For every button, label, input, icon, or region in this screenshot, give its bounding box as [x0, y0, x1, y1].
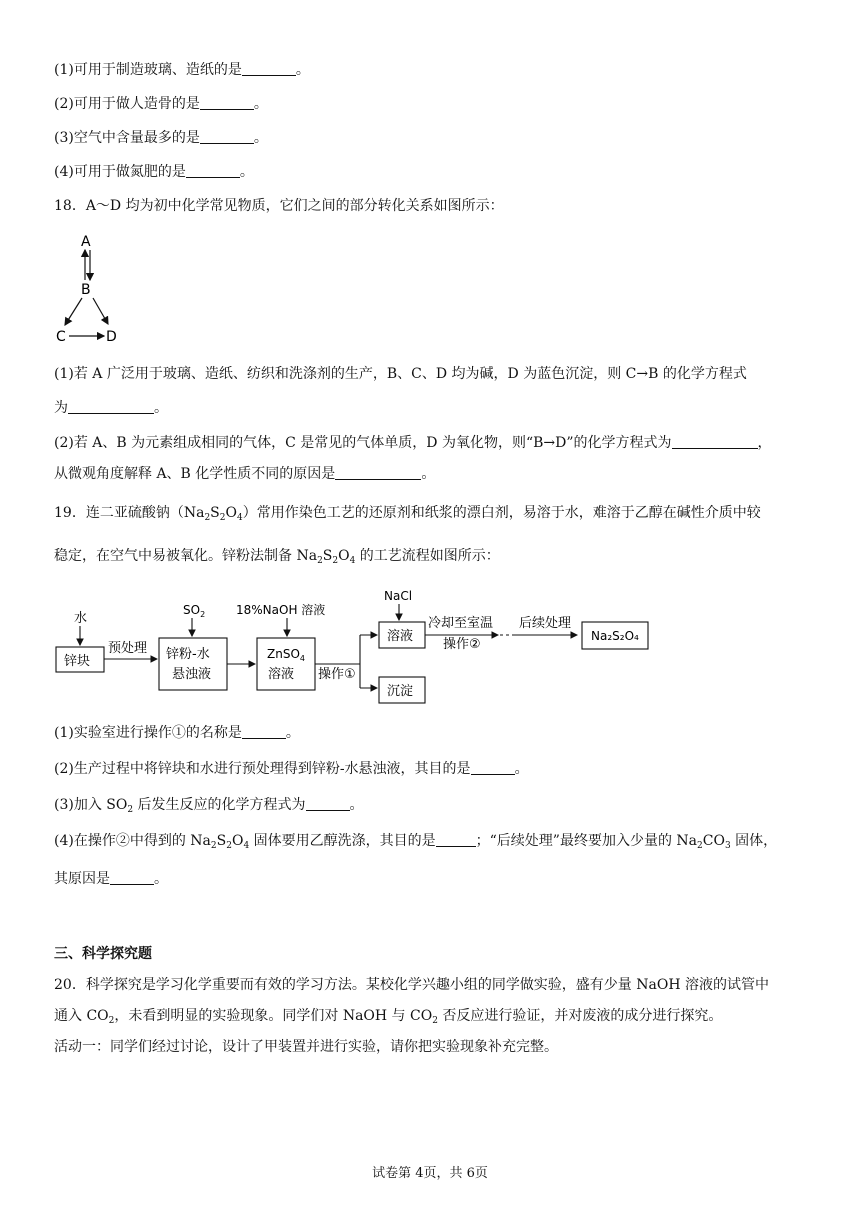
q18-part1-line2: 为 。	[54, 400, 168, 416]
q19-part3: (3)加入 $SO_2$ 后发生反应的化学方程式为 。	[54, 797, 364, 815]
flow-naoh-label: 18%NaOH 溶液	[236, 603, 326, 617]
section-heading: 三、科学探究题	[54, 946, 152, 962]
answer-blank[interactable]	[335, 465, 421, 480]
flow-so2-label: $SO_2$	[183, 603, 206, 619]
node-c: C	[56, 329, 66, 345]
box-zinc-suspension-line1: 锌粉-水	[166, 647, 210, 662]
q19-part4-line1: (4)在操作②中得到的 $Na_2S_2O_4$ 固体要用乙醇洗涤，其目的是 ；“后续处理”最终要加入少量的 $Na_2CO_3$ 固体，	[54, 833, 778, 851]
q18-part2-line1: (2)若 A、B 为元素组成相同的气体，C 是常见的气体单质，D 为氧化物，则“B→D”的化学方程式为 ，	[54, 435, 772, 451]
answer-blank[interactable]	[436, 832, 476, 847]
answer-blank[interactable]	[672, 434, 758, 449]
q17-item-3: (3)空气中含量最多的是 。	[54, 130, 268, 146]
box-zinc-block-label: 锌块	[64, 654, 91, 669]
q19-stem-line2: 稳定，在空气中易被氧化。锌粉法制备 $Na_2S_2O_4$ 的工艺流程如图所示：	[54, 548, 500, 566]
answer-blank[interactable]	[306, 796, 350, 811]
q20-activity1: 活动一：同学们经过讨论，设计了甲装置并进行实验，请你把实验现象补充完整。	[54, 1039, 558, 1055]
q20-line2: 通入 $CO_2$，未看到明显的实验现象。同学们对 NaOH 与 $CO_2$ 否反应进行验证，并对废液的成分进行探究。	[54, 1008, 723, 1026]
arrow-b-to-c	[65, 298, 82, 325]
q19-process-flowchart	[50, 585, 660, 710]
q19-part1: (1)实验室进行操作①的名称是 。	[54, 725, 300, 741]
q17-item-4: (4)可用于做氮肥的是 。	[54, 164, 254, 180]
q18-part1-line1: (1)若 A 广泛用于玻璃、造纸、纺织和洗涤剂的生产，B、C、D 均为碱，D 为蓝色沉淀，则 C→B 的化学方程式	[54, 366, 747, 382]
page-footer: 试卷第 4页，共 6页	[372, 1166, 488, 1181]
q17-item-1: (1)可用于制造玻璃、造纸的是 。	[54, 62, 310, 78]
answer-blank[interactable]	[200, 95, 254, 110]
box-znso4-solution	[257, 638, 315, 690]
box-filtrate-label: 溶液	[387, 629, 414, 644]
box-znso4-line2: 溶液	[268, 667, 295, 682]
q19-stem-line1: 19．连二亚硫酸钠$(Na_2S_2O_4)$常用作染色工艺的还原剂和纸浆的漂白剂，易溶于水，难溶于乙醇在碱性介质中较	[54, 505, 761, 523]
flow-cool-label: 冷却至室温	[428, 616, 494, 631]
q19-part2: (2)生产过程中将锌块和水进行预处理得到锌粉-水悬浊液，其目的是 。	[54, 761, 529, 777]
q19-part4-line2: 其原因是 。	[54, 871, 168, 887]
answer-blank[interactable]	[242, 61, 296, 76]
answer-blank[interactable]	[186, 163, 240, 178]
box-zinc-suspension-line2: 悬浊液	[172, 667, 212, 682]
q18-part2-line2: 从微观角度解释 A、B 化学性质不同的原因是 。	[54, 466, 436, 482]
flow-pretreat-label: 预处理	[108, 641, 148, 656]
node-d: D	[106, 329, 117, 345]
answer-blank[interactable]	[471, 760, 515, 775]
flow-op2-label: 操作②	[443, 637, 481, 652]
box-zinc-suspension	[159, 638, 227, 690]
flow-op1-label: 操作①	[318, 667, 356, 682]
node-a: A	[81, 234, 91, 250]
answer-blank[interactable]	[110, 870, 154, 885]
answer-blank[interactable]	[242, 724, 286, 739]
node-b: B	[81, 282, 91, 298]
box-znso4-line1: ZnSO$_4$	[267, 647, 305, 663]
q18-transformation-diagram	[50, 228, 130, 346]
flow-nacl-label: NaCl	[384, 589, 413, 603]
q20-line1: 20．科学探究是学习化学重要而有效的学习方法。某校化学兴趣小组的同学做实验，盛有少量 NaOH 溶液的试管中	[54, 977, 769, 993]
flow-post-label: 后续处理	[519, 616, 572, 631]
q17-item-2: (2)可用于做人造骨的是 。	[54, 96, 268, 112]
flow-water-label: 水	[74, 611, 88, 626]
answer-blank[interactable]	[200, 129, 254, 144]
box-precipitate-label: 沉淀	[387, 684, 414, 699]
arrow-b-to-d	[93, 298, 108, 324]
answer-blank[interactable]	[68, 399, 154, 414]
q18-stem: 18．A～D 均为初中化学常见物质，它们之间的部分转化关系如图所示：	[54, 198, 504, 214]
box-product-label: Na₂S₂O₄	[591, 629, 639, 643]
